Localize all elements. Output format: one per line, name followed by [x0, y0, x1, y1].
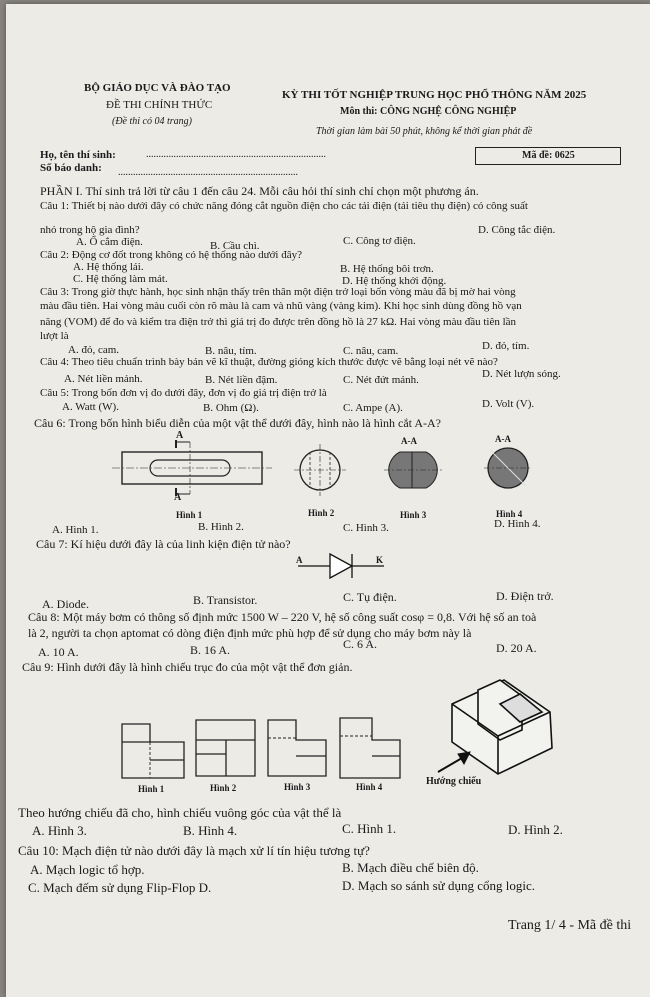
page-footer: Trang 1/ 4 - Mã đề thi [508, 918, 632, 933]
official-label: ĐỀ THI CHÍNH THỨC [106, 99, 213, 111]
q4-option-c: C. Nét đứt mảnh. [343, 374, 419, 386]
q6-cut-label-top: A [176, 430, 184, 441]
q5-option-d: D. Volt (V). [482, 398, 535, 410]
q2-option-b: B. Hệ thống bôi trơn. [340, 263, 434, 275]
q4-option-a: A. Nét liền mảnh. [64, 373, 143, 385]
q8-stem-1: Câu 8: Một máy bơm có thông số định mức 1500 W – 220 V, hệ số công suất cosφ = 0,8. Với hệ số an toà [28, 610, 537, 624]
q3-stem-4: lượt là [40, 330, 69, 342]
q2-option-d: D. Hệ thống khởi động. [342, 275, 447, 287]
part1-heading: PHẦN I. Thí sinh trả lời từ câu 1 đến câu 24. Mỗi câu hỏi thí sinh chỉ chọn một phương án. [40, 184, 479, 198]
q6-fig3-title: A-A [401, 436, 417, 446]
q3-stem-1: Câu 3: Trong giờ thực hành, học sinh nhận thấy trên thân một điện trở loại bốn vòng màu đã bị mờ hai vòng [40, 286, 516, 298]
q9-follow-text: Theo hướng chiếu đã cho, hình chiếu vuông góc của vật thể là [18, 805, 342, 820]
q2-option-c: C. Hệ thống làm mát. [73, 273, 168, 285]
q1-option-a: A. Ổ cắm điện. [76, 236, 143, 248]
q8-option-c: C. 6 A. [343, 637, 378, 651]
q1-stem-2: nhỏ trong hộ gia đình? [40, 224, 140, 236]
q5-stem: Câu 5: Trong bốn đơn vị đo dưới đây, đơn vị đo giá trị điện trở là [40, 387, 327, 399]
q7-option-b: B. Transistor. [193, 593, 258, 607]
q6-stem: Câu 6: Trong bốn hình biểu diễn của một vật thể dưới đây, hình nào là hình cắt A-A? [34, 416, 442, 430]
q1-stem-1: Câu 1: Thiết bị nào dưới đây có chức năng đóng cắt nguồn điện cho các tải điện (tải tiêu thụ điện) có công suất [40, 200, 528, 212]
q9-fig2-caption: Hình 2 [210, 783, 237, 793]
diode-cathode-label: K [376, 555, 384, 565]
pages-note: (Đề thi có 04 trang) [112, 116, 192, 127]
q8-stem-2: là 2, người ta chọn aptomat có dòng điện định mức phù hợp để sử dụng cho máy bơm này là [28, 626, 472, 640]
diode-anode-label: A [296, 555, 303, 565]
q4-stem: Câu 4: Theo tiêu chuẩn trình bày bản vẽ kĩ thuật, đường gióng kích thước được vẽ bằng loại nét vẽ nào? [40, 356, 498, 368]
q10-option-a: A. Mạch logic tổ hợp. [30, 862, 145, 877]
q7-option-c: C. Tụ điện. [343, 590, 397, 604]
q6-option-c: C. Hình 3. [343, 522, 389, 534]
name-dots: ........................................................................ [146, 149, 326, 160]
id-dots: ........................................................................ [118, 167, 298, 178]
q3-option-c: C. nâu, cam. [343, 345, 399, 357]
q6-fig2-caption: Hình 2 [308, 508, 335, 518]
q1-option-b: B. Cầu chì. [210, 240, 260, 252]
q1-option-d: D. Công tắc điện. [478, 224, 556, 236]
q9-option-b: B. Hình 4. [183, 823, 238, 838]
ministry-name: BỘ GIÁO DỤC VÀ ĐÀO TẠO [84, 82, 231, 94]
q10-option-b: B. Mạch điều chế biên độ. [342, 860, 479, 875]
q10-stem: Câu 10: Mạch điện tử nào dưới đây là mạch xử lí tín hiệu tương tự? [18, 843, 370, 858]
q8-option-b: B. 16 A. [190, 643, 231, 657]
q9-fig3-caption: Hình 3 [284, 782, 311, 792]
q3-option-d: D. đỏ, tím. [482, 340, 530, 352]
q6-fig4-caption: Hình 4 [496, 509, 523, 519]
q10-option-c: C. Mạch đếm sử dụng Flip-Flop D. [28, 880, 212, 895]
q3-stem-3: năng (VOM) để đo và kiểm tra điện trở thì giá trị đo được trên đồng hồ là 27 kΩ. Hai vòng màu đầu tiên lần [40, 316, 517, 328]
q9-option-d: D. Hình 2. [508, 822, 563, 837]
q6-cut-label-bottom: A [174, 492, 182, 503]
q4-option-d: D. Nét lượn sóng. [482, 368, 561, 380]
q7-stem: Câu 7: Kí hiệu dưới đây là của linh kiện điện tử nào? [36, 537, 291, 551]
q9-fig1-caption: Hình 1 [138, 784, 165, 794]
subject-line: Môn thi: CÔNG NGHỆ CÔNG NGHIỆP [340, 106, 517, 117]
q6-fig3-caption: Hình 3 [400, 510, 427, 520]
q6-option-a: A. Hình 1. [52, 524, 99, 536]
q5-option-b: B. Ohm (Ω). [203, 402, 259, 414]
q8-option-d: D. 20 A. [496, 641, 537, 655]
q5-option-a: A. Watt (W). [62, 401, 119, 413]
q7-option-a: A. Diode. [42, 597, 89, 611]
q2-option-a: A. Hệ thống lái. [73, 261, 144, 273]
q7-option-d: D. Điện trở. [496, 589, 554, 603]
q9-stem: Câu 9: Hình dưới đây là hình chiếu trục đo của một vật thể đơn giản. [22, 660, 353, 674]
exam-title: KỲ THI TỐT NGHIỆP TRUNG HỌC PHỔ THÔNG NĂM 2025 [282, 89, 587, 101]
q3-stem-2: màu đầu tiên. Hai vòng màu cuối còn rõ màu là cam và nhũ vàng (vàng kim). Khi học sinh dùng đồng hồ vạn [40, 300, 522, 312]
q4-option-b: B. Nét liền đậm. [205, 374, 278, 386]
q1-option-c: C. Công tơ điện. [343, 235, 416, 247]
q6-option-b: B. Hình 2. [198, 521, 244, 533]
q10-option-d: D. Mạch so sánh sử dụng cổng logic. [342, 878, 535, 893]
time-note: Thời gian làm bài 50 phút, không kể thời gian phát đề [316, 126, 533, 137]
q2-stem: Câu 2: Động cơ đốt trong không có hệ thống nào dưới đây? [40, 249, 302, 261]
q5-option-c: C. Ampe (A). [343, 402, 403, 414]
q3-option-a: A. đỏ, cam. [68, 344, 120, 356]
q9-fig4-caption: Hình 4 [356, 782, 383, 792]
q6-fig4-title: A-A [495, 434, 511, 444]
projection-direction-label: Hướng chiếu [426, 776, 482, 787]
id-label: Số báo danh: [40, 162, 102, 174]
q9-option-c: C. Hình 1. [342, 821, 397, 836]
q6-option-d: D. Hình 4. [494, 518, 541, 530]
exam-code: Mã đề: 0625 [522, 150, 575, 161]
q6-fig1-caption: Hình 1 [176, 510, 203, 520]
q8-option-a: A. 10 A. [38, 645, 79, 659]
name-label: Họ, tên thí sinh: [40, 149, 116, 161]
q9-option-a: A. Hình 3. [32, 823, 87, 838]
q3-option-b: B. nâu, tím. [205, 345, 257, 357]
